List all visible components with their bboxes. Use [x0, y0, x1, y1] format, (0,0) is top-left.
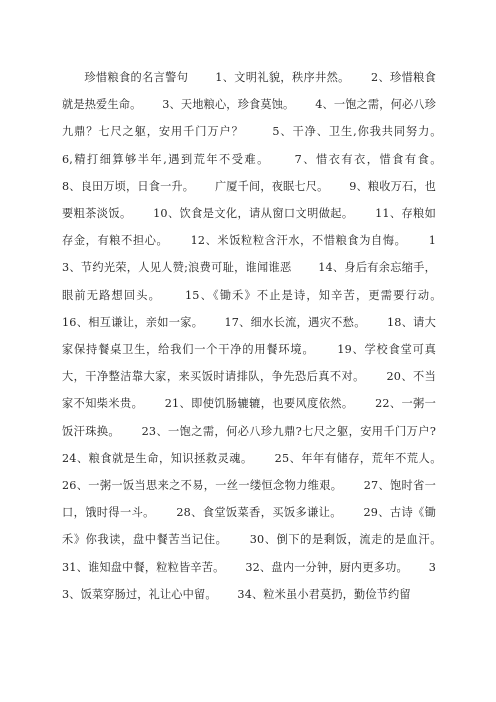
- body-paragraph: 珍惜粮食的名言警句 1、文明礼貌，秩序井然。 2、珍惜粮食就是热爱生命。 3、天地粮心，珍食莫蚀。 4、一饱之需，何必八珍九鼎？七尺之躯，安用千门万户？ 5、干净、卫生,你我共同努力。 6,精打细算够半年,遇到荒年不受难。 7、惜衣有衣，惜食有食。 8、良田万顷，日食一升。 广厦千间，夜眠七尺。 9、粮收万石，也要粗茶淡饭。 10、饮食是文化，请从窗口文明做起。 11、存粮如存金，有粮不担心。 12、米饭粒粒含汗水，不惜粮食为自悔。 13、节约光荣，人见人赞;浪费可耻，谁闻谁恶 14、身后有余忘缩手，眼前无路想回头。 15、《锄禾》不止是诗，知辛苦，更需要行动。 16、相互谦让，亲如一家。 17、细水长流，遇灾不愁。 18、请大家保持餐桌卫生，给我们一个干净的用餐环境。 19、学校食堂可真大，干净整洁靠大家，来买饭时请排队，争先恐后真不对。 20、不当家不知柴米贵。 21、即使饥肠辘辘，也要风度依然。 22、一粥一饭汗珠换。 23、一饱之需，何必八珍九鼎?七尺之躯，安用千门万户? 24、粮食就是生命，知识拯救灵魂。 25、年年有储存，荒年不荒人。 26、一粥一饭当思来之不易，一丝一缕恒念物力维艰。 27、饱时省一口，饿时得一斗。 28、食堂饭菜香，买饭多谦让。 29、古诗《锄禾》你我读，盘中餐苦当记住。 30、倒下的是剩饭，流走的是血汗。 31、谁知盘中餐，粒粒皆辛苦。 32、盘内一分钟，厨内更多功。 33、饭菜穿肠过，礼让心中留。 34、粒米虽小君莫扔，勤俭节约留: [62, 71, 463, 601]
